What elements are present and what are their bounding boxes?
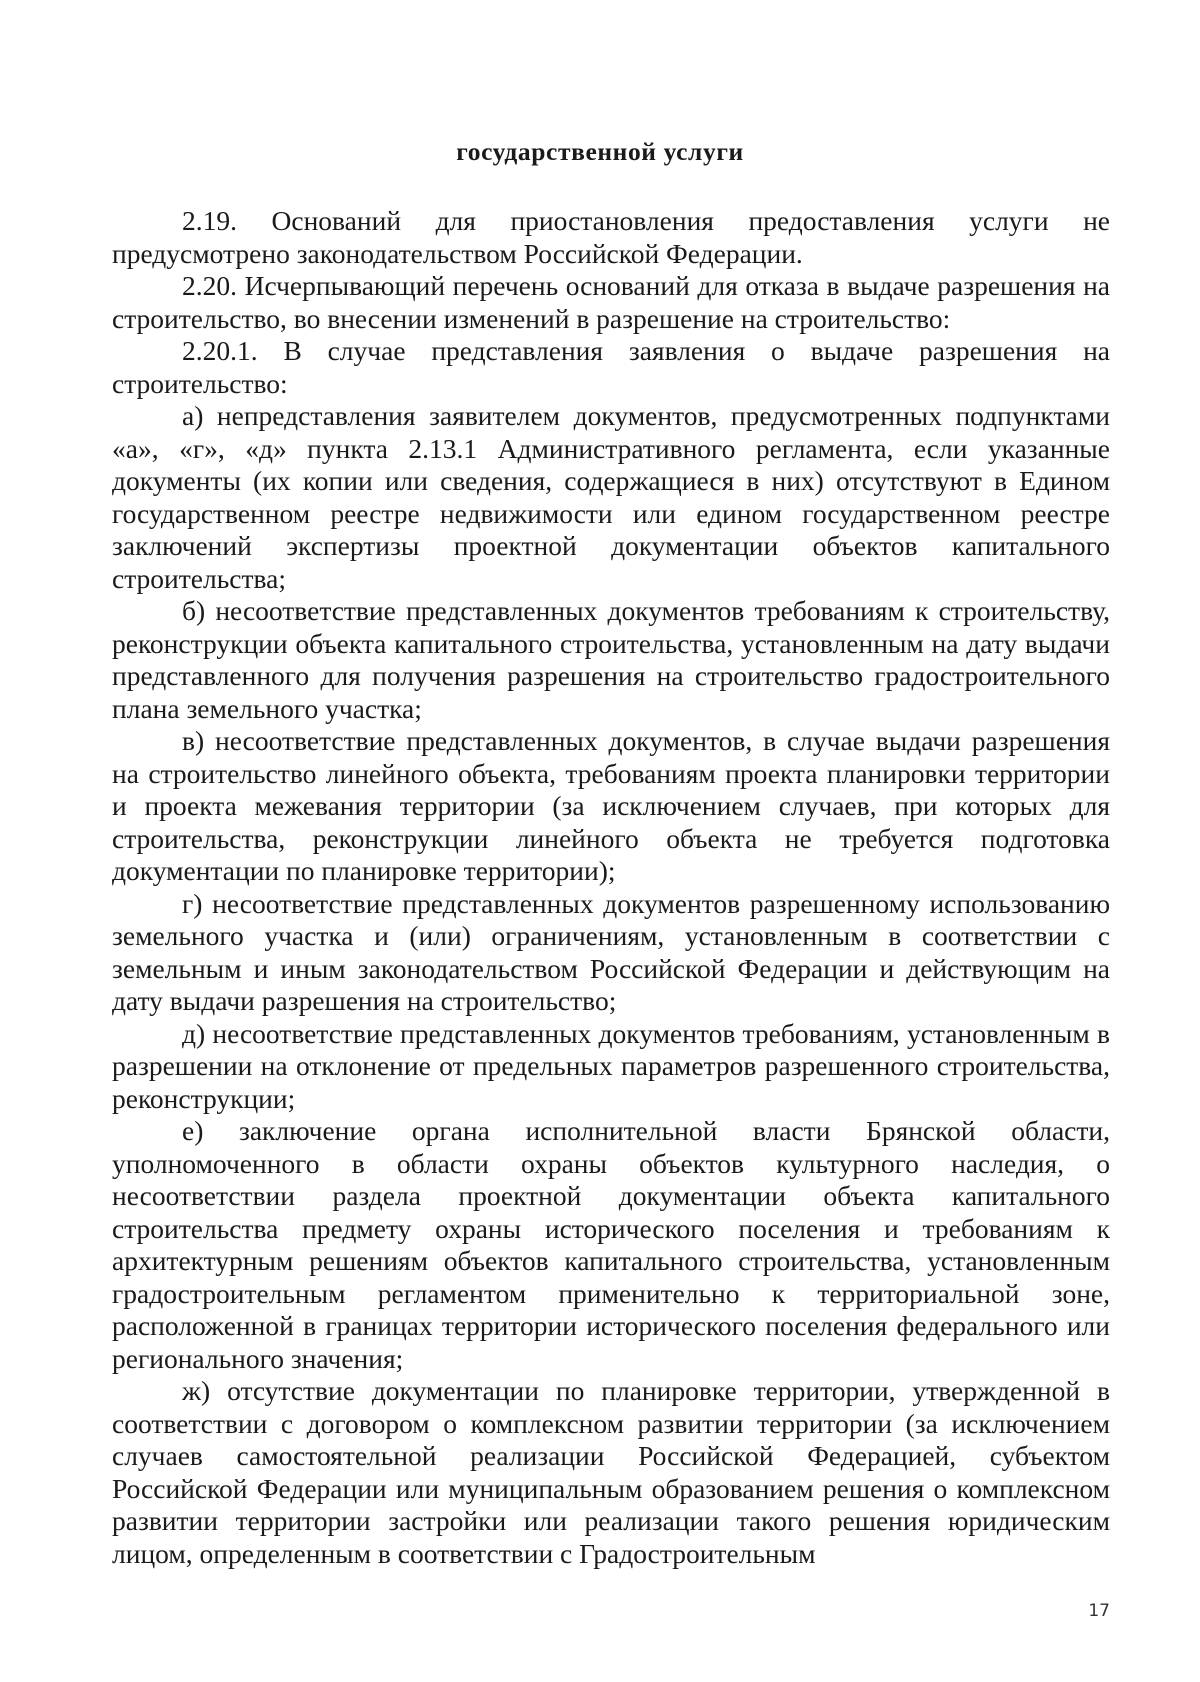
- document-body: [112, 205, 1110, 1570]
- page-number: 17: [1088, 1601, 1110, 1621]
- paragraph-2-19: 2.19. Оснований для приостановления предоставления услуги не предусмотрено законодательством Российской Федерации.: [112, 205, 1110, 269]
- paragraph-2-20: 2.20. Исчерпывающий перечень оснований для отказа в выдаче разрешения на строительство, во внесении изменений в разрешение на строительство:: [112, 270, 1110, 334]
- section-heading: государственной услуги: [456, 137, 744, 166]
- list-item-e: е) заключение органа исполнительной власти Брянской области, уполномоченного в области охраны объектов культурного наследия, о несоответствии раздела проектной документации объекта капитального строительства предмету охраны исторического поселения и требованиям к архитектурным решениям объектов капитального строительства, установленным градостроительным регламентом применительно к территориальной зоне, расположенной в границах территории исторического поселения федерального или регионального значения;: [112, 1115, 1110, 1374]
- list-item-v: в) несоответствие представленных документов, в случае выдачи разрешения на строительство линейного объекта, требованиям проекта планировки территории и проекта межевания территории (за исключением случаев, при которых для строительства, реконструкции линейного объекта не требуется подготовка документации по планировке территории);: [112, 725, 1110, 886]
- list-item-a: а) непредставления заявителем документов, предусмотренных подпунктами «а», «г», «д» пункта 2.13.1 Административного регламента, если указанные документы (их копии или сведения, содержащиеся в них) отсутствуют в Едином государственном реестре недвижимости или едином государственном реестре заключений экспертизы проектной документации объектов капитального строительства;: [112, 400, 1110, 594]
- list-item-zh: ж) отсутствие документации по планировке территории, утвержденной в соответствии с договором о комплексном развитии территории (за исключением случаев самостоятельной реализации Российской Федерацией, субъектом Российской Федерации или муниципальным образованием решения о комплексном развитии территории застройки или реализации такого решения юридическим лицом, определенным в соответствии с Градостроительным: [112, 1375, 1110, 1569]
- list-item-d: д) несоответствие представленных документов требованиям, установленным в разрешении на отклонение от предельных параметров разрешенного строительства, реконструкции;: [112, 1017, 1110, 1114]
- list-item-b: б) несоответствие представленных документов требованиям к строительству, реконструкции объекта капитального строительства, установленным на дату выдачи представленного для получения разрешения на строительство градостроительного плана земельного участка;: [112, 595, 1110, 724]
- paragraph-2-20-1: 2.20.1. В случае представления заявления о выдаче разрешения на строительство:: [112, 335, 1110, 399]
- list-item-g: г) несоответствие представленных документов разрешенному использованию земельного участка и (или) ограничениям, установленным в соответствии с земельным и иным законодательством Российской Федерации и действующим на дату выдачи разрешения на строительство;: [112, 887, 1110, 1016]
